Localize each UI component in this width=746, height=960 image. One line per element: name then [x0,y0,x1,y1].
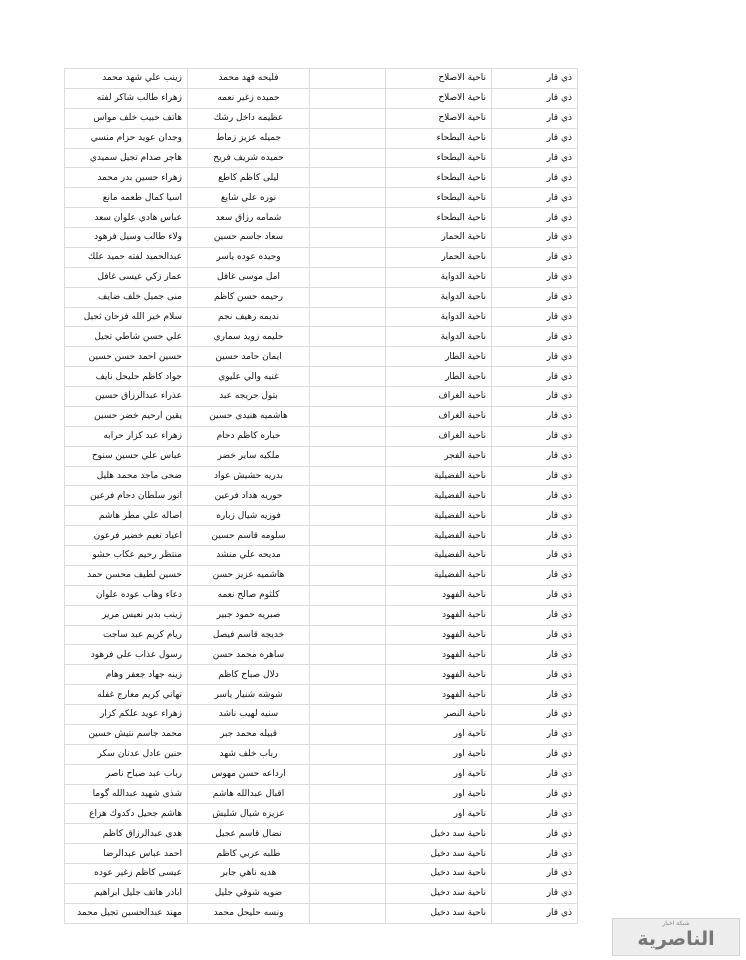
district-cell: ناحية الطار [386,347,492,367]
table-row [65,665,578,685]
mother-name-cell: ساهره محمد حسن [188,645,310,665]
mother-name-cell: اقبال عبدالله هاشم [188,784,310,804]
governorate-cell: ذي قار [492,824,578,844]
mother-name-cell: نوره علي شايع [188,188,310,208]
governorate-cell: ذي قار [492,228,578,248]
full-name-cell: دعاء وهاب عوده علوان [65,585,188,605]
table-row [65,267,578,287]
empty-cell [310,565,386,585]
empty-cell [310,208,386,228]
governorate-cell: ذي قار [492,665,578,685]
empty-cell [310,804,386,824]
empty-cell [310,506,386,526]
governorate-cell: ذي قار [492,287,578,307]
full-name-cell: ريام كريم عبد ساجت [65,625,188,645]
mother-name-cell: عظيمه داخل رشك [188,108,310,128]
table-row [65,764,578,784]
full-name-cell: جواد كاظم حليحل نايف [65,367,188,387]
mother-name-cell: ليلى كاظم كاطع [188,168,310,188]
table-row [65,148,578,168]
district-cell: ناحية الفهود [386,585,492,605]
mother-name-cell: حليمه زويد سماري [188,327,310,347]
mother-name-cell: نديمه رهيف نجم [188,307,310,327]
mother-name-cell: ونسه حليحل محمد [188,903,310,923]
full-name-cell: محمد جاسم نتيش حسين [65,724,188,744]
full-name-cell: ابادر هاتف جليل ابراهيم [65,883,188,903]
empty-cell [310,267,386,287]
table-row [65,506,578,526]
mother-name-cell: فوزيه شيال زباره [188,506,310,526]
full-name-cell: عباس علي حسين سنوح [65,446,188,466]
empty-cell [310,387,386,407]
table-row [65,88,578,108]
governorate-cell: ذي قار [492,685,578,705]
governorate-cell: ذي قار [492,605,578,625]
full-name-cell: اعياد نعيم خضير فرعون [65,526,188,546]
full-name-cell: حسين لطيف محسن حمد [65,565,188,585]
governorate-cell: ذي قار [492,247,578,267]
empty-cell [310,148,386,168]
watermark-caption: شبكة اخبار [662,920,690,927]
table-row [65,307,578,327]
table-row [65,705,578,725]
table-row [65,486,578,506]
district-cell: ناحية الاصلاح [386,69,492,89]
table-row [65,784,578,804]
governorate-cell: ذي قار [492,883,578,903]
governorate-cell: ذي قار [492,625,578,645]
mother-name-cell: امل موسى غافل [188,267,310,287]
empty-cell [310,69,386,89]
table-row [65,108,578,128]
district-cell: ناحية الفضيلية [386,506,492,526]
table-row [65,426,578,446]
table-row [65,645,578,665]
full-name-cell: منتظر رحيم عكاب حشو [65,546,188,566]
mother-name-cell: وحيده عوده ياسر [188,247,310,267]
table-row [65,744,578,764]
table-row [65,168,578,188]
governorate-cell: ذي قار [492,267,578,287]
empty-cell [310,486,386,506]
district-cell: ناحية الطار [386,367,492,387]
full-name-cell: تهاني كريم معارج غفله [65,685,188,705]
district-cell: ناحية الفضيلية [386,526,492,546]
district-cell: ناحية الاصلاح [386,88,492,108]
district-cell: ناحية اور [386,764,492,784]
district-cell: ناحية الدواية [386,287,492,307]
empty-cell [310,625,386,645]
mother-name-cell: قبيله محمد جبر [188,724,310,744]
table-row [65,546,578,566]
mother-name-cell: طلبه عربي كاظم [188,844,310,864]
district-cell: ناحية البطحاء [386,188,492,208]
mother-name-cell: ايمان حامد حسين [188,347,310,367]
empty-cell [310,744,386,764]
mother-name-cell: سنيه لهيب ناشد [188,705,310,725]
table-row [65,724,578,744]
governorate-cell: ذي قار [492,108,578,128]
governorate-cell: ذي قار [492,168,578,188]
empty-cell [310,367,386,387]
district-cell: ناحية اور [386,784,492,804]
table-row [65,347,578,367]
empty-cell [310,665,386,685]
full-name-cell: ضحى ماجد محمد هليل [65,466,188,486]
district-cell: ناحية الحمار [386,247,492,267]
empty-cell [310,546,386,566]
governorate-cell: ذي قار [492,764,578,784]
district-cell: ناحية البطحاء [386,208,492,228]
empty-cell [310,764,386,784]
full-name-cell: انور سلطان دحام فرعين [65,486,188,506]
district-cell: ناحية البطحاء [386,168,492,188]
mother-name-cell: رباب خلف شهد [188,744,310,764]
district-cell: ناحية الغراف [386,406,492,426]
empty-cell [310,903,386,923]
empty-cell [310,426,386,446]
site-watermark-logo [612,918,740,956]
district-cell: ناحية اور [386,804,492,824]
full-name-cell: زهراء حسين بدر محمد [65,168,188,188]
table-row [65,883,578,903]
table-row [65,565,578,585]
mother-name-cell: بتول حريجه عبد [188,387,310,407]
district-cell: ناحية الفهود [386,685,492,705]
governorate-cell: ذي قار [492,387,578,407]
table-row [65,446,578,466]
mother-name-cell: خديجه قاسم فيصل [188,625,310,645]
mother-name-cell: حباره كاظم دحام [188,426,310,446]
governorate-cell: ذي قار [492,128,578,148]
full-name-cell: اسيا كمال طعمه مانع [65,188,188,208]
governorate-cell: ذي قار [492,546,578,566]
district-cell: ناحية سد دخيل [386,903,492,923]
table-row [65,804,578,824]
district-cell: ناحية سد دخيل [386,864,492,884]
district-cell: ناحية الفضيلية [386,565,492,585]
empty-cell [310,883,386,903]
table-body [65,69,578,924]
mother-name-cell: رحيمه حسن كاظم [188,287,310,307]
table-row [65,208,578,228]
district-cell: ناحية الحمار [386,228,492,248]
governorate-cell: ذي قار [492,903,578,923]
governorate-cell: ذي قار [492,804,578,824]
governorate-cell: ذي قار [492,307,578,327]
full-name-cell: هاشم جحيل دكدوك هزاع [65,804,188,824]
table-row [65,844,578,864]
governorate-cell: ذي قار [492,327,578,347]
table-row [65,605,578,625]
empty-cell [310,347,386,367]
full-name-cell: زهراء طالب شاكر لفته [65,88,188,108]
governorate-cell: ذي قار [492,506,578,526]
district-cell: ناحية الدواية [386,267,492,287]
full-name-cell: زينب بدير نعيس مرير [65,605,188,625]
governorate-cell: ذي قار [492,864,578,884]
governorate-cell: ذي قار [492,188,578,208]
empty-cell [310,784,386,804]
mother-name-cell: هاشميه هنيدي حسين [188,406,310,426]
empty-cell [310,247,386,267]
district-cell: ناحية الفهود [386,645,492,665]
district-cell: ناحية الاصلاح [386,108,492,128]
district-cell: ناحية النصر [386,705,492,725]
full-name-cell: عمار زكي عيسى غافل [65,267,188,287]
district-cell: ناحية الدواية [386,307,492,327]
governorate-cell: ذي قار [492,466,578,486]
full-name-cell: علي حسن شاطي تجيل [65,327,188,347]
full-name-cell: عيسى كاظم زغير عوده [65,864,188,884]
table-row [65,287,578,307]
governorate-cell: ذي قار [492,446,578,466]
empty-cell [310,705,386,725]
full-name-cell: شذى شهيد عبدالله گوما [65,784,188,804]
mother-name-cell: هديه ناهي جابر [188,864,310,884]
governorate-cell: ذي قار [492,585,578,605]
table-row [65,228,578,248]
district-cell: ناحية الفجر [386,446,492,466]
mother-name-cell: حميده زغير نعمه [188,88,310,108]
full-name-cell: حنين عادل عدنان سكر [65,744,188,764]
mother-name-cell: غنيه والي عليوي [188,367,310,387]
full-name-cell: اصاله علي مطر هاشم [65,506,188,526]
empty-cell [310,844,386,864]
mother-name-cell: كلثوم صالح نعمه [188,585,310,605]
names-table [64,68,578,924]
table-row [65,69,578,89]
empty-cell [310,645,386,665]
full-name-cell: زينه جهاد جعفر وهام [65,665,188,685]
empty-cell [310,724,386,744]
full-name-cell: ولاء طالب وسيل فرهود [65,228,188,248]
full-name-cell: حسين احمد حسن حسين [65,347,188,367]
full-name-cell: يقين ارحيم خضر حسين [65,406,188,426]
full-name-cell: زينب علي شهد محمد [65,69,188,89]
governorate-cell: ذي قار [492,565,578,585]
governorate-cell: ذي قار [492,645,578,665]
district-cell: ناحية البطحاء [386,128,492,148]
mother-name-cell: هاشميه عزيز حسن [188,565,310,585]
full-name-cell: مهند عبدالحسين تجيل محمد [65,903,188,923]
governorate-cell: ذي قار [492,486,578,506]
governorate-cell: ذي قار [492,426,578,446]
full-name-cell: احمد عباس عبدالرضا [65,844,188,864]
mother-name-cell: ضويه شوقي جليل [188,883,310,903]
empty-cell [310,585,386,605]
mother-name-cell: سعاد جاسم حسين [188,228,310,248]
district-cell: ناحية البطحاء [386,148,492,168]
table-row [65,367,578,387]
mother-name-cell: جميله عزيز زماط [188,128,310,148]
table-row [65,864,578,884]
governorate-cell: ذي قار [492,208,578,228]
table-row [65,387,578,407]
empty-cell [310,327,386,347]
mother-name-cell: بدريه حشيش عواد [188,466,310,486]
empty-cell [310,307,386,327]
district-cell: ناحية الفضيلية [386,546,492,566]
governorate-cell: ذي قار [492,406,578,426]
empty-cell [310,228,386,248]
table-row [65,406,578,426]
full-name-cell: هدى عبدالرزاق كاظم [65,824,188,844]
mother-name-cell: سلومه قاسم حسين [188,526,310,546]
governorate-cell: ذي قار [492,844,578,864]
full-name-cell: عبدالحميد لفته حميد علك [65,247,188,267]
district-cell: ناحية الفضيلية [386,486,492,506]
watermark-title: الناصرية [637,928,715,950]
full-name-cell: رسول عذاب علي فرهود [65,645,188,665]
district-cell: ناحية الدواية [386,327,492,347]
table-row [65,466,578,486]
full-name-cell: عذراء عبدالرزاق حسين [65,387,188,407]
governorate-cell: ذي قار [492,148,578,168]
table-row [65,685,578,705]
empty-cell [310,128,386,148]
empty-cell [310,864,386,884]
empty-cell [310,605,386,625]
district-cell: ناحية الفهود [386,665,492,685]
mother-name-cell: حميده شريف فريح [188,148,310,168]
district-cell: ناحية الفضيلية [386,466,492,486]
mother-name-cell: دلال صباح كاظم [188,665,310,685]
governorate-cell: ذي قار [492,347,578,367]
mother-name-cell: شمامه رزاق سعد [188,208,310,228]
table-row [65,128,578,148]
district-cell: ناحية سد دخيل [386,824,492,844]
mother-name-cell: عزيزه شيال شليش [188,804,310,824]
district-cell: ناحية الغراف [386,387,492,407]
table-row [65,247,578,267]
mother-name-cell: مديحه علي منشد [188,546,310,566]
table-row [65,625,578,645]
district-cell: ناحية سد دخيل [386,883,492,903]
governorate-cell: ذي قار [492,69,578,89]
mother-name-cell: ارداعه حسن مهوس [188,764,310,784]
governorate-cell: ذي قار [492,705,578,725]
district-cell: ناحية سد دخيل [386,844,492,864]
mother-name-cell: ملكيه ساير خضر [188,446,310,466]
empty-cell [310,188,386,208]
mother-name-cell: حوريه هداد فرعين [188,486,310,506]
governorate-cell: ذي قار [492,744,578,764]
mother-name-cell: شوشه شنيار ياسر [188,685,310,705]
table-row [65,585,578,605]
empty-cell [310,446,386,466]
district-cell: ناحية الفهود [386,625,492,645]
full-name-cell: هاجر صدام تجيل سميدي [65,148,188,168]
mother-name-cell: نضال قاسم عجيل [188,824,310,844]
table-row [65,903,578,923]
empty-cell [310,88,386,108]
full-name-cell: رباب عبد صباح ناصر [65,764,188,784]
empty-cell [310,287,386,307]
empty-cell [310,526,386,546]
governorate-cell: ذي قار [492,88,578,108]
full-name-cell: منى جميل خلف ضايف [65,287,188,307]
table-row [65,327,578,347]
table-row [65,188,578,208]
full-name-cell: وجدان عويد حزام منسي [65,128,188,148]
empty-cell [310,466,386,486]
district-cell: ناحية اور [386,744,492,764]
district-cell: ناحية الفهود [386,605,492,625]
district-cell: ناحية الغراف [386,426,492,446]
district-cell: ناحية اور [386,724,492,744]
empty-cell [310,108,386,128]
governorate-cell: ذي قار [492,526,578,546]
table-row [65,526,578,546]
full-name-cell: سلام خير الله فرحان ثجيل [65,307,188,327]
empty-cell [310,168,386,188]
full-name-cell: زهراء عبد كزار حرابه [65,426,188,446]
full-name-cell: عباس هادي علوان سعد [65,208,188,228]
mother-name-cell: فليحه فهد محمد [188,69,310,89]
empty-cell [310,824,386,844]
governorate-cell: ذي قار [492,367,578,387]
governorate-cell: ذي قار [492,784,578,804]
empty-cell [310,406,386,426]
governorate-cell: ذي قار [492,724,578,744]
full-name-cell: هاتف حبيب خلف مواس [65,108,188,128]
empty-cell [310,685,386,705]
full-name-cell: زهراء عويد علكم كزار [65,705,188,725]
mother-name-cell: صبريه حمود جبير [188,605,310,625]
table-row [65,824,578,844]
